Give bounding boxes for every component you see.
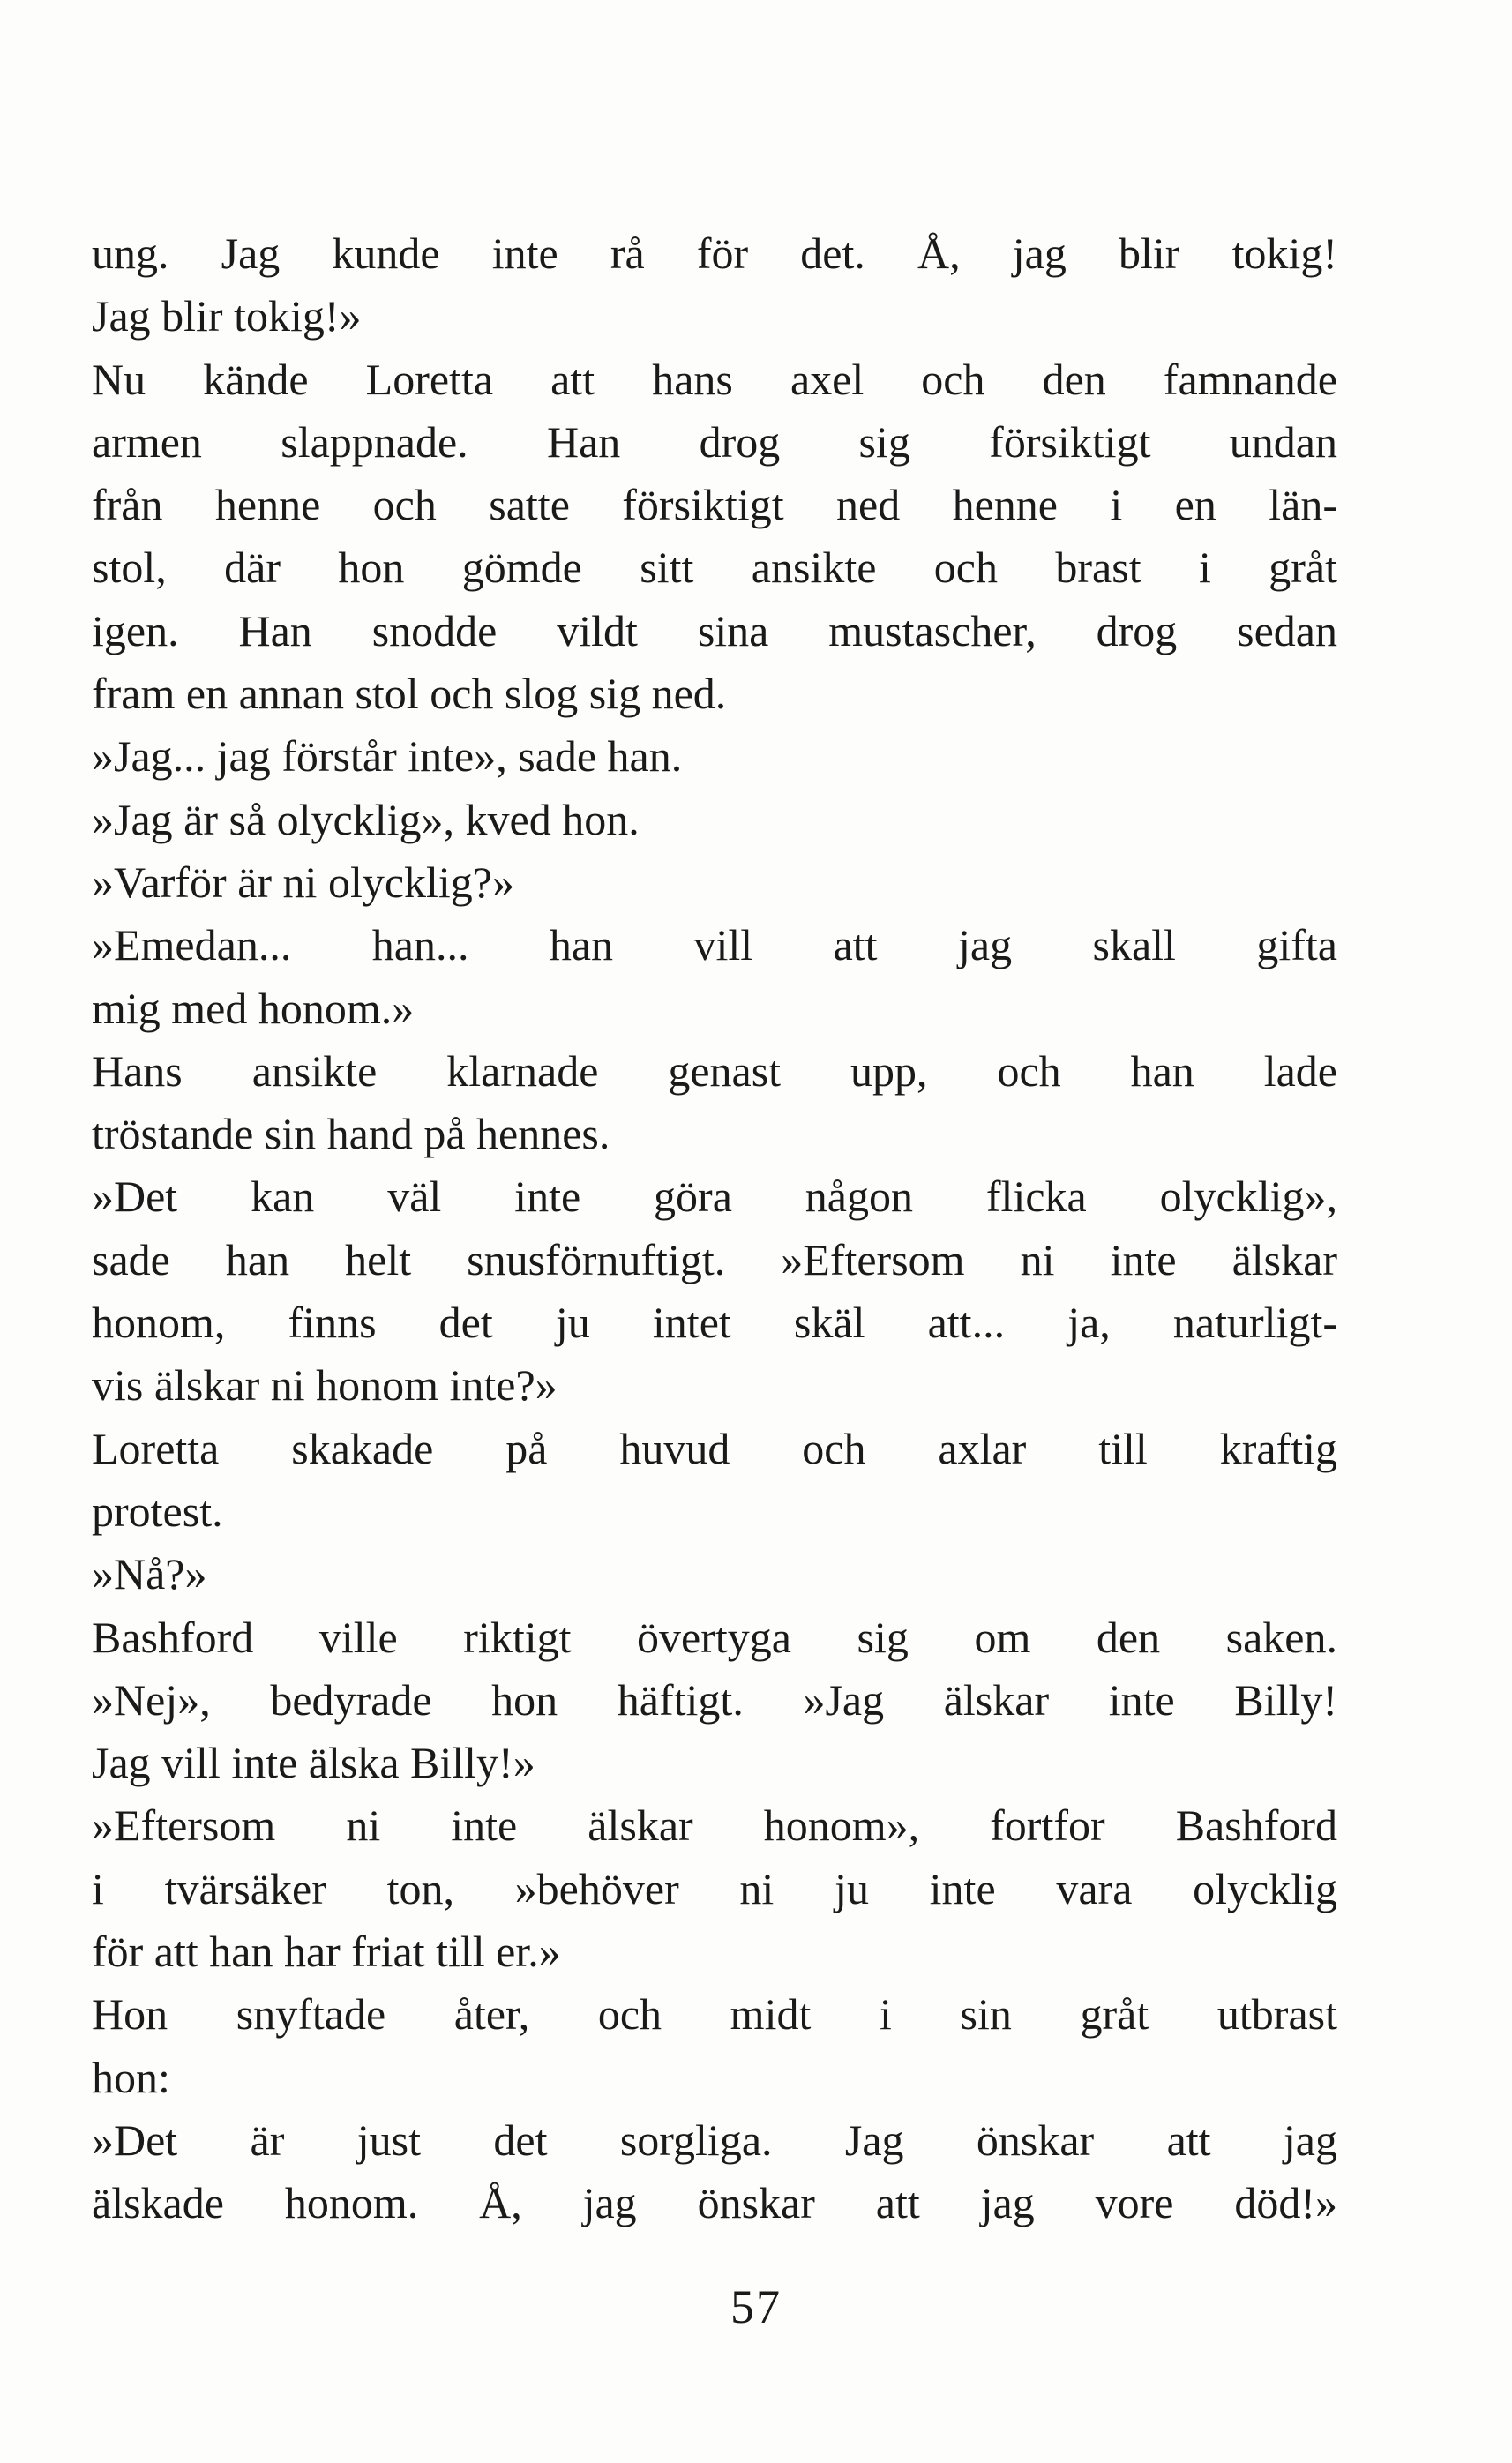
text-line: »Jag... jag förstår inte», sade han. — [92, 731, 683, 782]
body-text — [92, 222, 1337, 2235]
page-number: 57 — [730, 2280, 782, 2333]
text-line: »Nej», bedyrade hon häftigt. »Jag älskar inte Billy! — [92, 1674, 1337, 1725]
text-line: hon: — [92, 2052, 170, 2102]
text-line: Nu kände Loretta att hans axel och den famnande — [92, 354, 1337, 404]
text-line: i tvärsäker ton, »behöver ni ju inte vara olycklig — [92, 1863, 1337, 1913]
text-line: tröstande sin hand på hennes. — [92, 1109, 610, 1159]
text-line: honom, finns det ju intet skäl att... ja, naturligt- — [92, 1298, 1337, 1348]
text-line: Jag blir tokig!» — [92, 291, 362, 341]
text-line: stol, där hon gömde sitt ansikte och brast i gråt — [92, 543, 1337, 593]
text-line: protest. — [92, 1486, 223, 1536]
text-line: sade han helt snusförnuftigt. »Eftersom ni inte älskar — [92, 1234, 1337, 1284]
text-line: Bashford ville riktigt övertyga sig om den saken. — [92, 1612, 1337, 1662]
text-line: mig med honom.» — [92, 983, 415, 1033]
text-line: »Varför är ni olycklig?» — [92, 857, 515, 907]
text-line: Jag vill inte älska Billy!» — [92, 1738, 535, 1788]
text-line: Hon snyftade åter, och midt i sin gråt utbrast — [92, 1989, 1337, 2040]
text-line: Hans ansikte klarnade genast upp, och han lade — [92, 1045, 1337, 1096]
text-line: »Eftersom ni inte älskar honom», fortfor Bashford — [92, 1800, 1337, 1851]
text-line: fram en annan stol och slog sig ned. — [92, 669, 727, 719]
text-line: »Det kan väl inte göra någon flicka olycklig», — [92, 1172, 1337, 1222]
text-line: för att han har friat till er.» — [92, 1927, 561, 1977]
text-line: älskade honom. Å, jag önskar att jag vore död!» — [92, 2178, 1337, 2228]
text-line: »Emedan... han... han vill att jag skall gifta — [92, 920, 1337, 970]
text-line: från henne och satte försiktigt ned henne i en län- — [92, 480, 1337, 530]
text-line: armen slappnade. Han drog sig försiktigt undan — [92, 416, 1337, 467]
text-line: »Jag är så olycklig», kved hon. — [92, 794, 640, 844]
text-line: igen. Han snodde vildt sina mustascher, drog sedan — [92, 605, 1337, 655]
text-line: Loretta skakade på huvud och axlar till kraftig — [92, 1423, 1337, 1473]
text-line: ung. Jag kunde inte rå för det. Å, jag blir tokig! — [92, 228, 1337, 278]
text-line: »Nå?» — [92, 1549, 207, 1599]
text-line: »Det är just det sorgliga. Jag önskar att jag — [92, 2115, 1337, 2165]
text-line: vis älskar ni honom inte?» — [92, 1360, 558, 1411]
